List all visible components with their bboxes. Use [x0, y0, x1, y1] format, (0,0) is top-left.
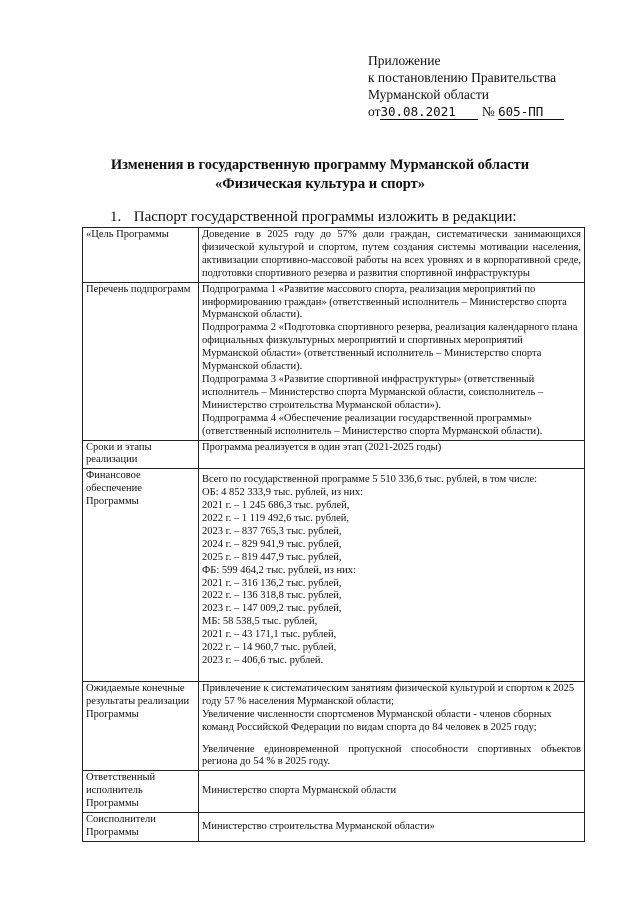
finance-line: 2025 г. – 819 447,9 тыс. рублей,: [202, 551, 342, 563]
row-label: Соисполнители Программы: [83, 813, 199, 842]
table-row: [83, 681, 585, 770]
table-row: [83, 228, 585, 283]
subprogram-3: Подпрограмма 3 «Развитие спортивной инфраструктуры» (ответственный исполнитель – Министерство спорта Мурманской области, соисполнитель – Министерство строительства Мурманской области»).: [202, 373, 544, 411]
row-value: [199, 469, 585, 682]
program-passport-table: [82, 227, 585, 842]
row-value: [199, 813, 585, 842]
row-label: Перечень подпрограмм: [83, 282, 199, 440]
section-heading-text: Паспорт государственной программы изложить в редакции:: [133, 209, 517, 225]
section-number: 1.: [110, 209, 122, 225]
appendix-line-2: к постановлению Правительства: [368, 70, 557, 85]
date-field: [380, 105, 478, 120]
finance-line: 2021 г. – 43 171,1 тыс. рублей,: [202, 629, 337, 641]
date-value: 30.08.2021: [380, 104, 456, 119]
number-field: [498, 105, 564, 120]
subprogram-1: Подпрограмма 1 «Развитие массового спорта, реализация мероприятий по информированию граждан» (ответственный исполнитель – Министерство спорта Мурманской области).: [202, 283, 567, 321]
row-value: [199, 771, 585, 813]
spacer: [202, 735, 581, 744]
result-line: Привлечение к систематическим занятиям физической культурой и спортом к 2025 году 57 % населения Мурманской области;: [202, 682, 575, 707]
appendix-line-3: Мурманской области: [368, 87, 489, 102]
title-line-1: Изменения в государственную программу Мурманской области: [110, 157, 530, 173]
goal-text: Доведение в 2025 году до 57% доли граждан, систематически занимающихся физической культурой и спортом, путем создания системы мотивации населения, активизации спортивно-массовой работы на всех уровнях и в корпоративной среде, подготовки спортивного резерва и развития спортивной инфраструктуры: [202, 229, 581, 279]
row-label: Ответственный исполнитель Программы: [83, 771, 199, 813]
responsible-executor: Министерство спорта Мурманской области: [202, 785, 397, 797]
result-line: Увеличение численности спортсменов Мурманской области - членов сборных команд Российской Федерации по видам спорта до 84 человек в 2025 году;: [202, 708, 552, 733]
finance-line: 2021 г. – 316 136,2 тыс. рублей,: [202, 577, 342, 589]
table-row: [83, 469, 585, 682]
section-heading: [110, 209, 517, 226]
finance-line: 2022 г. – 1 119 492,6 тыс. рублей,: [202, 513, 349, 525]
finance-line: 2023 г. – 406,6 тыс. рублей.: [202, 655, 324, 666]
spacer: [202, 668, 581, 680]
title-line-2: «Физическая культура и спорт»: [215, 176, 425, 192]
row-value: [199, 440, 585, 469]
finance-line: 2024 г. – 829 941,9 тыс. рублей,: [202, 538, 342, 550]
row-label: Сроки и этапы реализации: [83, 440, 199, 469]
document-title: [60, 156, 580, 194]
row-value: [199, 282, 585, 440]
finance-line: ФБ: 599 464,2 тыс. рублей, из них:: [202, 564, 356, 576]
finance-line: 2023 г. – 147 009,2 тыс. рублей,: [202, 603, 342, 615]
number-value: 605-ПП: [498, 104, 544, 119]
from-prefix: от: [368, 104, 381, 119]
appendix-line-1: Приложение: [368, 53, 441, 68]
result-line: Увеличение единовременной пропускной способности спортивных объектов региона до 54 % в 2025 году.: [202, 743, 581, 768]
finance-line: ОБ: 4 852 333,9 тыс. рублей, из них:: [202, 487, 364, 499]
finance-line: 2021 г. – 1 245 686,3 тыс. рублей,: [202, 500, 350, 512]
finance-line: 2022 г. – 136 318,8 тыс. рублей,: [202, 590, 342, 602]
subprogram-4: Подпрограмма 4 «Обеспечение реализации государственной программы» (ответственный исполнитель – Министерство спорта Мурманской области).: [202, 412, 543, 437]
appendix-block: [368, 52, 630, 120]
row-label: «Цель Программы: [83, 228, 199, 283]
co-executors: Министерство строительства Мурманской области»: [202, 820, 435, 832]
table-row: [83, 813, 585, 842]
table-row: [83, 440, 585, 469]
timeline-text: Программа реализуется в один этап (2021-2025 годы): [202, 441, 442, 453]
row-label: Финансовое обеспечение Программы: [83, 469, 199, 682]
subprogram-2: Подпрограмма 2 «Подготовка спортивного резерва, реализация календарного плана официальных физкультурных мероприятий и спортивных мероприятий Мурманской области» (ответственный исполнитель – Министерство спорта Мурманской области).: [202, 322, 578, 373]
row-value: [199, 681, 585, 770]
appendix-date-line: [368, 103, 630, 120]
table-row: [83, 771, 585, 813]
row-value: [199, 228, 585, 283]
finance-line: МБ: 58 538,5 тыс. рублей,: [202, 616, 318, 628]
number-prefix: №: [481, 104, 495, 119]
finance-line: 2023 г. – 837 765,3 тыс. рублей,: [202, 525, 342, 537]
row-label: Ожидаемые конечные результаты реализации Программы: [83, 681, 199, 770]
finance-line: 2022 г. – 14 960,7 тыс. рублей,: [202, 642, 337, 654]
table-row: [83, 282, 585, 440]
finance-line: Всего по государственной программе 5 510 336,6 тыс. рублей, в том числе:: [202, 474, 538, 486]
